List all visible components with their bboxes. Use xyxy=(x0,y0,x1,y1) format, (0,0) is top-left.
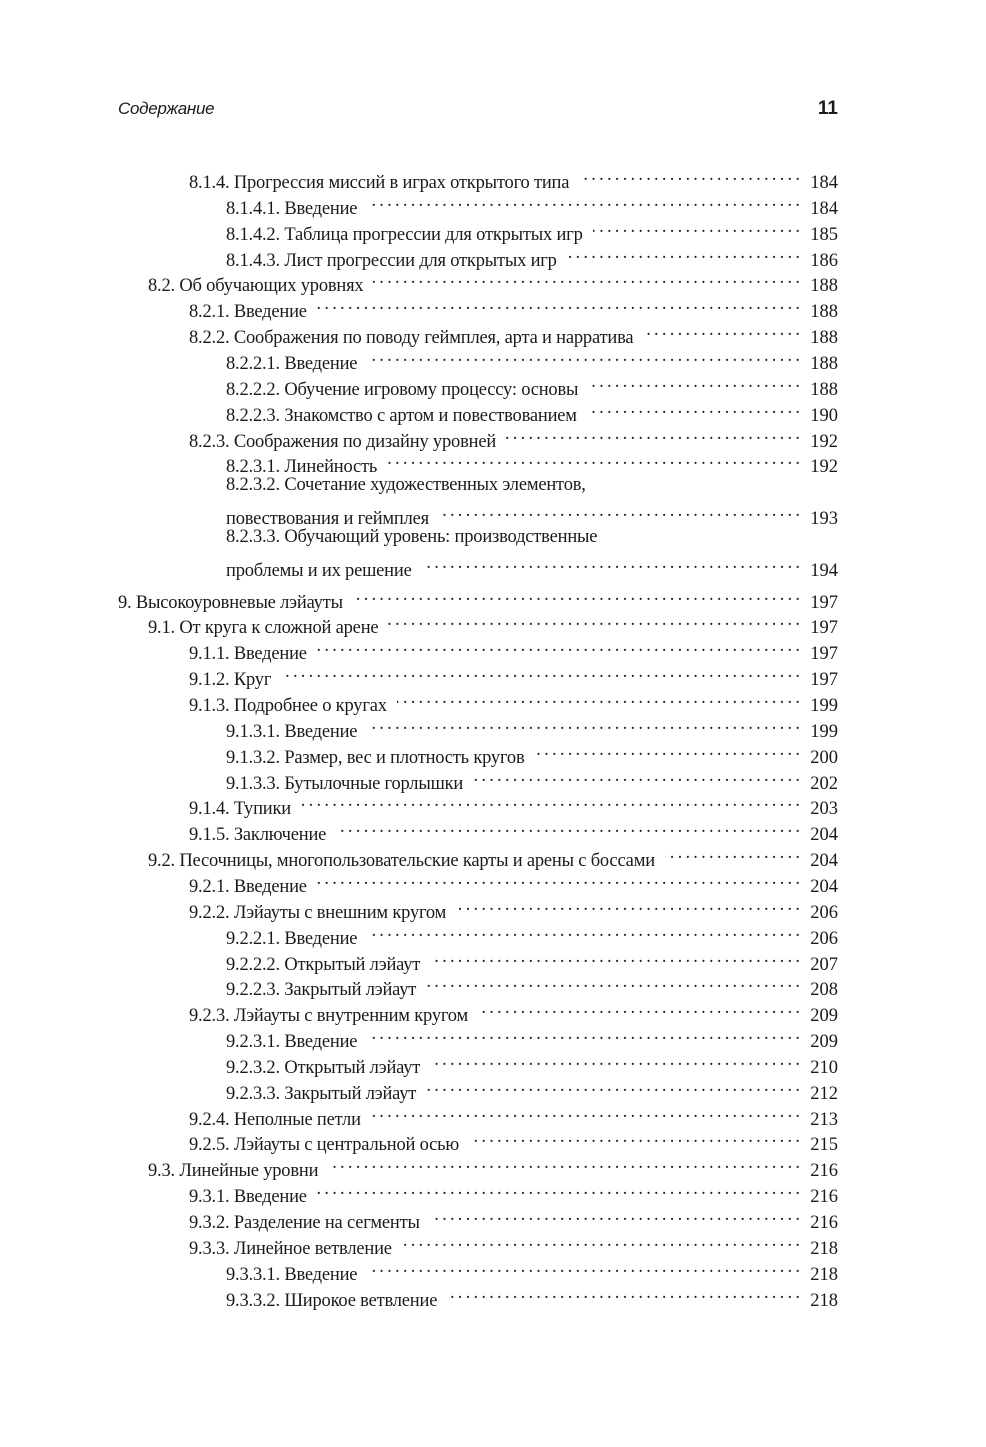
dot-leader xyxy=(426,1073,800,1099)
dot-leader xyxy=(328,1150,800,1176)
toc-entry-page: 185 xyxy=(810,224,838,245)
toc-entry-page: 188 xyxy=(810,302,838,323)
toc-entry-title: 8.1.4.2. Таблица прогрессии для открытых игр xyxy=(226,224,583,245)
toc-entry-title: 8.2.2.2. Обучение игровому процессу: основы xyxy=(226,379,579,400)
toc-entry-title: 9.2.2.1. Введение xyxy=(226,928,358,949)
toc-entry-title: 9.1.3. Подробнее о кругах xyxy=(189,696,387,716)
toc-entry-page: 199 xyxy=(810,696,838,716)
dot-leader xyxy=(665,840,800,866)
toc-entry-page: 216 xyxy=(810,1161,838,1182)
toc-entry-page: 200 xyxy=(810,747,838,768)
dot-leader xyxy=(317,633,800,659)
toc-entry-page: 197 xyxy=(810,618,838,639)
toc-entry-page: 197 xyxy=(810,670,838,691)
toc-entry-page: 216 xyxy=(810,1213,838,1233)
dot-leader xyxy=(388,607,800,633)
toc-entry-page: 204 xyxy=(810,851,838,872)
dot-leader xyxy=(367,711,800,737)
toc-entry[interactable] xyxy=(226,524,838,584)
dot-leader xyxy=(579,162,800,188)
toc-entry-title: 9.2. Песочницы, многопользовательские карты и арены с боссами xyxy=(148,851,655,872)
toc-entry-page: 188 xyxy=(810,276,838,297)
toc-entry-title: 9.2.3.1. Введение xyxy=(226,1032,358,1053)
toc-entry-page: 210 xyxy=(810,1057,838,1078)
dot-leader xyxy=(447,1280,800,1306)
dot-leader xyxy=(387,446,800,472)
toc-entry-page: 188 xyxy=(810,328,838,349)
toc-entry-page: 206 xyxy=(810,928,838,949)
dot-leader xyxy=(402,1228,800,1254)
toc-entry-title: 8.2.1. Введение xyxy=(189,302,307,323)
toc-entry-page: 184 xyxy=(810,173,838,193)
dot-leader xyxy=(426,969,800,995)
toc-entry-title: 9.1.2. Круг xyxy=(189,670,272,691)
dot-leader xyxy=(367,188,800,214)
toc-entry-title: 9.2.1. Введение xyxy=(189,876,307,897)
toc-entry-page: 207 xyxy=(810,954,838,975)
toc-entry-title: 9.2.4. Неполные петли xyxy=(189,1109,361,1130)
dot-leader xyxy=(367,1021,800,1047)
toc-entry-title: 8.2.2.3. Знакомство с артом и повествованием xyxy=(226,405,577,426)
toc-entry-title: 9.2.3. Лэйауты с внутренним кругом xyxy=(189,1006,469,1027)
toc-entry-page: 218 xyxy=(810,1290,838,1311)
toc-entry-title: 8.2.3. Соображения по дизайну уровней xyxy=(189,431,497,452)
toc-entry-page: 216 xyxy=(810,1187,838,1208)
toc-entry-title: 9.3.3.2. Широкое ветвление xyxy=(226,1290,438,1311)
toc-entry-page: 188 xyxy=(810,379,838,400)
toc-entry-title: 9.2.2.2. Открытый лэйаут xyxy=(226,954,421,975)
dot-leader xyxy=(317,866,800,892)
toc-entry-title: 8.2.3.3. Обучающий уровень: производственные xyxy=(226,526,598,547)
toc-entry-page: 212 xyxy=(810,1083,838,1104)
running-header-title: Содержание xyxy=(118,99,215,118)
dot-leader xyxy=(367,918,800,944)
dot-leader xyxy=(478,995,800,1021)
toc-entry-page: 192 xyxy=(810,431,838,452)
toc-entry-title: 8.2.3.2. Сочетание художественных элементов, xyxy=(226,475,586,496)
dot-leader xyxy=(567,240,800,266)
dot-leader xyxy=(317,1176,800,1202)
dot-leader xyxy=(301,788,800,814)
dot-leader xyxy=(430,1047,800,1073)
toc-entry-title: 9.1.4. Тупики xyxy=(189,799,291,820)
toc-entry-page: 194 xyxy=(810,560,838,581)
toc-entry-title: 9.3. Линейные уровни xyxy=(148,1161,319,1182)
dot-leader xyxy=(456,892,800,918)
toc-entry-title: 9.1.3.2. Размер, вес и плотность кругов xyxy=(226,747,525,768)
toc-entry-title: 9.3.3. Линейное ветвление xyxy=(189,1238,392,1259)
toc-entry-page: 197 xyxy=(810,644,838,665)
toc-entry-page: 199 xyxy=(810,721,838,742)
toc-entry-page: 213 xyxy=(810,1109,838,1130)
toc-entry-title: 8.1.4. Прогрессия миссий в играх открытого типа xyxy=(189,173,570,193)
dot-leader xyxy=(587,395,800,421)
dot-leader xyxy=(535,737,801,763)
dot-leader xyxy=(336,814,800,840)
toc-entry-title: 9.1.5. Заключение xyxy=(189,825,327,846)
toc-entry-page: 197 xyxy=(810,592,838,613)
dot-leader xyxy=(353,582,800,608)
toc-entry-title: 9.2.3.2. Открытый лэйаут xyxy=(226,1057,421,1078)
dot-leader xyxy=(469,1124,800,1150)
dot-leader xyxy=(373,265,800,291)
dot-leader xyxy=(643,317,800,343)
toc-entry-page: 215 xyxy=(810,1135,838,1156)
toc-entry-title: 9.3.1. Введение xyxy=(189,1187,307,1208)
dot-leader xyxy=(588,369,800,395)
toc-entry-page: 208 xyxy=(810,980,838,1001)
dot-leader xyxy=(397,685,800,711)
toc-entry-title: 9.2.5. Лэйауты с центральной осью xyxy=(189,1135,460,1156)
toc-entry-page: 218 xyxy=(810,1238,838,1259)
toc-entry-title: 9.3.3.1. Введение xyxy=(226,1264,358,1285)
toc-entry-page: 218 xyxy=(810,1264,838,1285)
dot-leader xyxy=(473,763,800,789)
dot-leader xyxy=(439,498,800,524)
toc-entry-title: 9.2.3.3. Закрытый лэйаут xyxy=(226,1083,417,1104)
toc-entry-page: 186 xyxy=(810,250,838,271)
toc-entry-title: 8.2. Об обучающих уровнях xyxy=(148,276,364,297)
toc-entry-page: 203 xyxy=(810,799,838,820)
toc-entry-title: 8.1.4.1. Введение xyxy=(226,198,358,219)
dot-leader xyxy=(367,343,800,369)
toc-entry-title: 9.1.3.3. Бутылочные горлышки xyxy=(226,773,464,794)
toc-entry-title: 8.2.2.1. Введение xyxy=(226,353,358,374)
dot-leader xyxy=(430,1202,800,1228)
toc-entry-page: 184 xyxy=(810,198,838,219)
toc-entry-title: повествования и геймплея xyxy=(226,509,429,530)
dot-leader xyxy=(317,291,800,317)
toc-entry-page: 202 xyxy=(810,773,838,794)
toc-entry-page: 204 xyxy=(810,825,838,846)
dot-leader xyxy=(430,944,800,970)
toc-entry-title: 9.2.2. Лэйауты с внешним кругом xyxy=(189,902,447,923)
toc-entry-title: 8.1.4.3. Лист прогрессии для открытых игр xyxy=(226,250,557,271)
toc-entry-title: 9.1. От круга к сложной арене xyxy=(148,618,379,639)
toc-entry-page: 204 xyxy=(810,876,838,897)
toc-entry-page: 206 xyxy=(810,902,838,923)
toc-entry-page: 209 xyxy=(810,1032,838,1053)
toc-entry-page: 188 xyxy=(810,353,838,374)
dot-leader xyxy=(371,1099,800,1125)
toc-entry-title: 9.3.2. Разделение на сегменты xyxy=(189,1213,420,1233)
toc-entry-title: 9.1.1. Введение xyxy=(189,644,307,665)
toc-entry-page: 192 xyxy=(810,457,838,478)
toc-entry-title: 8.2.2. Соображения по поводу геймплея, арта и нарратива xyxy=(189,328,634,349)
toc-entry-page: 190 xyxy=(810,405,838,426)
dot-leader xyxy=(422,550,800,576)
toc-entry-page: 209 xyxy=(810,1006,838,1027)
page-number: 11 xyxy=(817,98,838,119)
toc-entry-title: проблемы и их решение xyxy=(226,560,412,581)
toc-entry-title: 9.2.2.3. Закрытый лэйаут xyxy=(226,980,417,1001)
dot-leader xyxy=(593,214,800,240)
toc-entry-title: 9. Высокоуровневые лэйауты xyxy=(118,592,343,613)
toc-entry-title: 8.2.3.1. Линейность xyxy=(226,457,378,478)
dot-leader xyxy=(281,659,800,685)
toc-entry-title: 9.1.3.1. Введение xyxy=(226,721,358,742)
dot-leader xyxy=(506,421,800,447)
toc-entry[interactable] xyxy=(226,1280,838,1314)
toc-entry-page: 193 xyxy=(810,509,838,530)
dot-leader xyxy=(367,1254,800,1280)
